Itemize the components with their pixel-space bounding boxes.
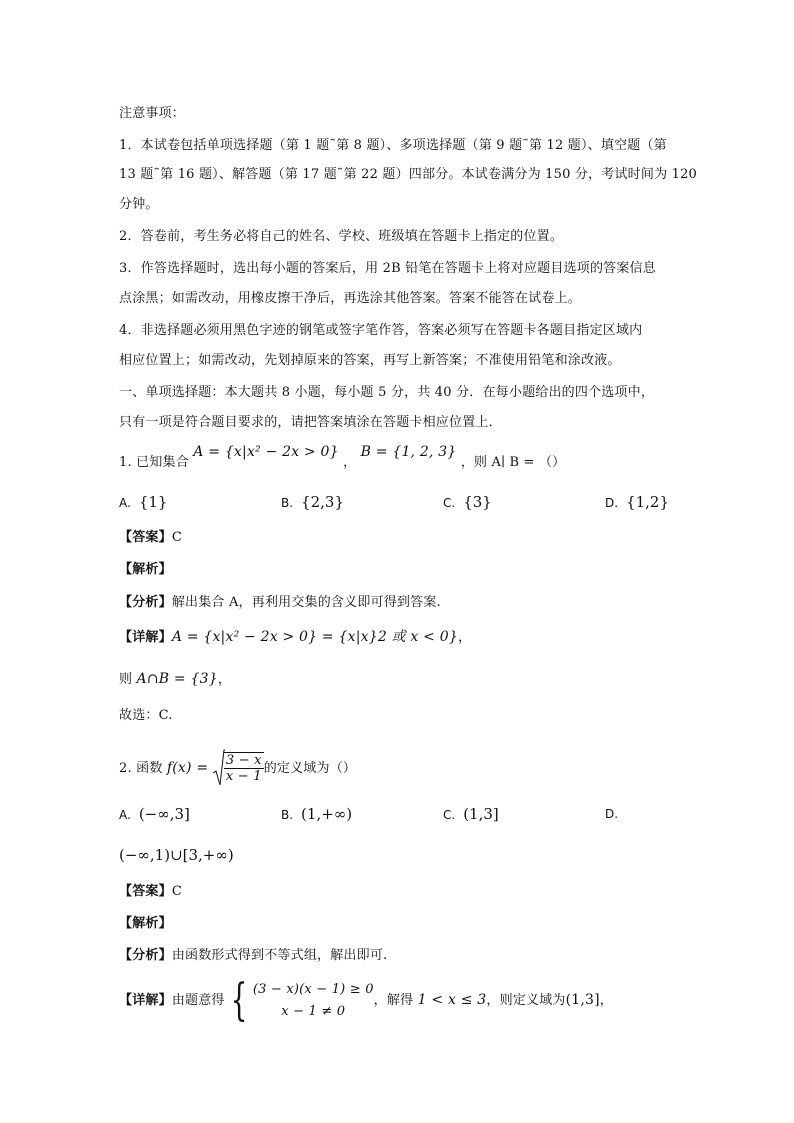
q1-answer: 【答案】C	[119, 530, 182, 545]
notice-title: 注意事项：	[119, 106, 186, 121]
notice-item-3-line-1: 3．作答选择题时，选出每小题的答案后，用 2B 铅笔在答题卡上将对应题目选项的答案信息	[119, 261, 656, 276]
q2-detail: 【详解】由题意得 { (3 − x)(x − 1) ≥ 0 x − 1 ≠ 0 ，解得 1 < x ≤ 3，则定义域为(1,3]，	[119, 974, 613, 1026]
question-1-stem	[119, 444, 566, 472]
sqrt-symbol	[213, 749, 264, 789]
q1-option-c: C. {3}	[443, 493, 492, 511]
q2-answer: 【答案】C	[119, 884, 182, 899]
q1-detail: 【详解】A = {x|x² − 2x > 0} = {x|x}2 或 x < 0}，	[119, 629, 472, 645]
q1-set-a: A = {x|x² − 2x > 0}	[193, 444, 339, 460]
q1-fenxi: 【分析】解出集合 A，再利用交集的含义即可得到答案.	[119, 595, 441, 610]
notice-item-4-line-2: 相应位置上；如需改动，先划掉原来的答案，再写上新答案；不准使用铅笔和涂改液。	[119, 353, 621, 368]
q2-option-d-label: D.	[605, 807, 619, 821]
notice-item-1-line-3: 分钟。	[119, 197, 159, 212]
q1-analysis-tag: 【解析】	[119, 562, 172, 577]
notice-item-1-line-2: 13 题˜第 16 题）、解答题（第 17 题˜第 22 题）四部分。本试卷满分为 150 分，考试时间为 120	[119, 167, 698, 182]
q1-option-d: D. {1,2}	[605, 493, 670, 511]
q2-analysis-tag: 【解析】	[119, 916, 172, 931]
notice-item-4-line-1: 4．非选择题必须用黑色字迹的钢笔或签字笔作答，答案必须写在答题卡各题目指定区域内	[119, 323, 643, 338]
q1-conclusion: 故选：C.	[119, 708, 173, 723]
left-brace: {	[230, 974, 248, 1026]
q1-set-b: B = {1, 2, 3}	[360, 444, 457, 460]
question-2-stem: 2. 函数 f(x) = $\frac{3 - x}{x - 1}$ 的定义域为（）	[119, 748, 356, 789]
q2-fraction: $\frac{3 - x}{x - 1}$	[225, 753, 262, 784]
q1-option-a: A. {1}	[119, 493, 168, 511]
q2-option-a: A. (−∞,3]	[119, 805, 190, 823]
section-header-line-1: 一、单项选择题：本大题共 8 小题，每小题 5 分，共 40 分．在每小题给出的四个选项中，	[119, 385, 655, 400]
q1-suffix: ，则 A∣ B = （）	[460, 455, 566, 470]
notice-item-3-line-2: 点涂黑；如需改动，用橡皮擦干净后，再选涂其他答案。答案不能答在试卷上。	[119, 291, 582, 306]
q1-option-b: B. {2,3}	[281, 493, 344, 511]
q2-option-c: C. (1,3]	[443, 805, 499, 823]
inequality-system: { (3 − x)(x − 1) ≥ 0 x − 1 ≠ 0	[230, 974, 374, 1026]
notice-item-2: 2．答卷前，考生务必将自己的姓名、学校、班级填在答题卡上指定的位置。	[119, 229, 564, 244]
section-header-line-2: 只有一项是符合题目要求的，请把答案填涂在答题卡相应位置上．	[119, 415, 502, 430]
q1-then: 则 A∩B = {3}，	[119, 671, 232, 687]
notice-item-1-line-1: 1．本试卷包括单项选择题（第 1 题˜第 8 题）、多项选择题（第 9 题˜第 12 题）、填空题（第	[119, 138, 667, 153]
q2-option-b: B. (1,+∞)	[281, 805, 353, 823]
q2-fenxi: 【分析】由函数形式得到不等式组，解出即可.	[119, 948, 388, 963]
q2-option-d-value: (−∞,1)∪[3,+∞)	[119, 846, 234, 864]
q1-prefix: 1. 已知集合	[119, 455, 189, 470]
q1-comma: ，	[343, 455, 357, 470]
